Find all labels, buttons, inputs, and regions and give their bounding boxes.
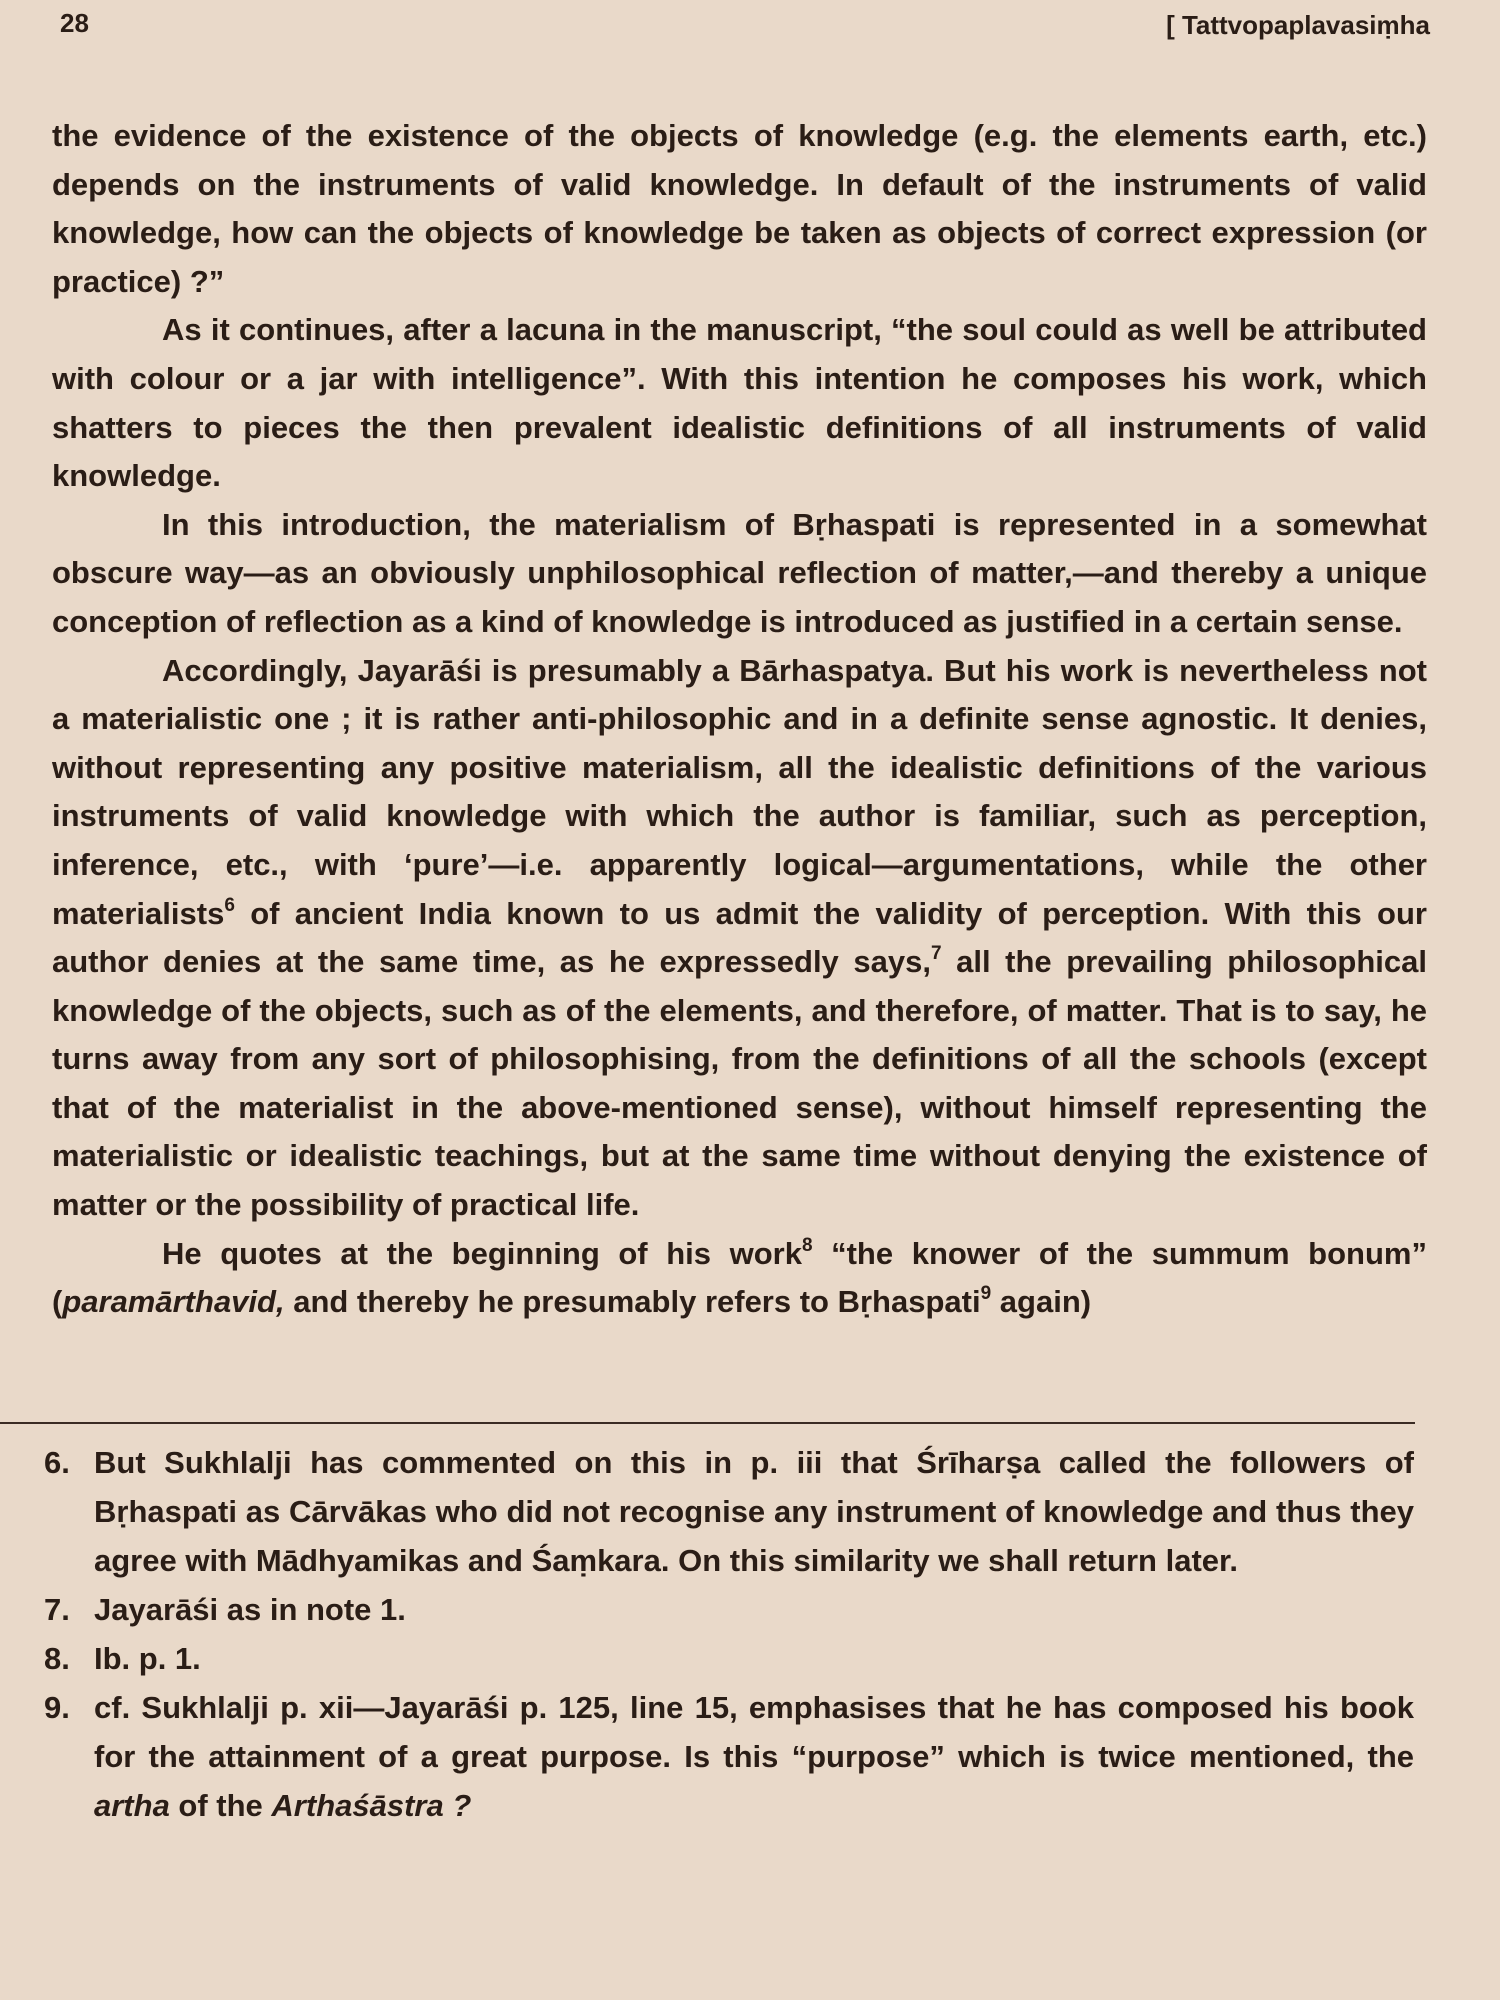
paragraph-5-part-a: He quotes at the beginning of his work: [162, 1235, 802, 1271]
footnote-italic-artha: artha: [94, 1788, 170, 1823]
page-number: 28: [60, 8, 89, 38]
paragraph-4-part-c: all the prevailing philosophical knowledge of the objects, such as of the elements, and therefore, of matter. That is to say, he turns away from any sort of philosophising, from the definitions of all the schools (except that of the materialist in the above-mentioned sense), without himself representing the materialistic or idealistic teachings, but at the same time without denying the existence of matter or the possibility of practical life.: [52, 944, 1427, 1223]
paragraph-2: As it continues, after a lacuna in the manuscript, “the soul could as well be attributed with colour or a jar with intelligence”. With this intention he composes his work, which shatters to pieces the then prevalent idealistic definitions of all instruments of valid knowledge.: [52, 312, 1427, 494]
footnote-text-a: cf. Sukhlalji p. xii—Jayarāśi p. 125, line 15, emphasises that he has composed his book for the attainment of a great purpose. Is this “purpose” which is twice mentioned, the: [94, 1690, 1414, 1774]
footnotes: [44, 1438, 1414, 1830]
paragraph-3: In this introduction, the materialism of Bṛhaspati is represented in a somewhat obscure way—as an obviously unphilosophical reflection of matter,—and thereby a unique conception of reflection as a kind of knowledge is introduced as justified in a certain sense.: [52, 506, 1427, 639]
footnote-number: 6.: [44, 1445, 70, 1480]
paragraph-4-part-a: Accordingly, Jayarāśi is presumably a Bārhaspatya. But his work is nevertheless not a materialistic one ; it is rather anti-philosophic and in a definite sense agnostic. It denies, without representing any positive materialism, all the idealistic definitions of the various instruments of valid knowledge with which the author is familiar, such as perception, inference, etc., with ‘pure’—i.e. apparently logical—argumentations, while the other materialists: [52, 652, 1427, 931]
paragraph-4-part-b: of ancient India known to us admit the validity of perception. With this our author denies at the same time, as he expressedly says,: [52, 895, 1427, 980]
footnote-ref-7: 7: [930, 943, 942, 965]
paragraph-4: [52, 647, 1427, 1230]
footnote-7: [44, 1585, 1414, 1634]
footnote-ref-9: 9: [980, 1283, 992, 1305]
footnote-text: Ib. p. 1.: [94, 1641, 201, 1676]
footnote-italic-arthasastra: Arthaśāstra ?: [271, 1788, 472, 1823]
paragraph-1: the evidence of the existence of the objects of knowledge (e.g. the elements earth, etc.) depends on the instruments of valid knowledge. In default of the instruments of valid knowledge, how can the objects of knowledge be taken as objects of correct expression (or practice) ?”: [52, 118, 1427, 299]
footnote-text: Jayarāśi as in note 1.: [94, 1592, 406, 1627]
paragraph-5-italic: paramārthavid,: [62, 1284, 285, 1320]
footnote-9: [44, 1683, 1414, 1830]
page-header: [52, 8, 1430, 48]
footnote-number: 9.: [44, 1690, 70, 1725]
footnote-8: [44, 1634, 1414, 1683]
footnote-ref-8: 8: [801, 1234, 813, 1256]
paragraph-5-part-b: “the knower of the summum bonum” (: [52, 1235, 1427, 1320]
footnote-text: But Sukhlalji has commented on this in p. iii that Śrīharṣa called the followers of Bṛhaspati as Cārvākas who did not recognise any instrument of knowledge and thus they agree with Mādhyamikas and Śaṃkara. On this similarity we shall return later.: [94, 1445, 1414, 1578]
paragraph-5-part-d: again): [991, 1284, 1092, 1320]
paragraph-5: [52, 1230, 1427, 1327]
footnote-text-b: of the: [169, 1788, 272, 1823]
running-head: [ Tattvopaplavasiṃha: [1166, 10, 1430, 40]
footnote-number: 7.: [44, 1592, 70, 1627]
footnote-6: [44, 1438, 1414, 1585]
main-text: [52, 112, 1427, 1327]
footnote-number: 8.: [44, 1641, 70, 1676]
footnote-ref-6: 6: [224, 894, 235, 916]
paragraph-5-part-c: and thereby he presumably refers to Bṛhaspati: [284, 1284, 981, 1320]
footnote-divider: [0, 1422, 1415, 1424]
